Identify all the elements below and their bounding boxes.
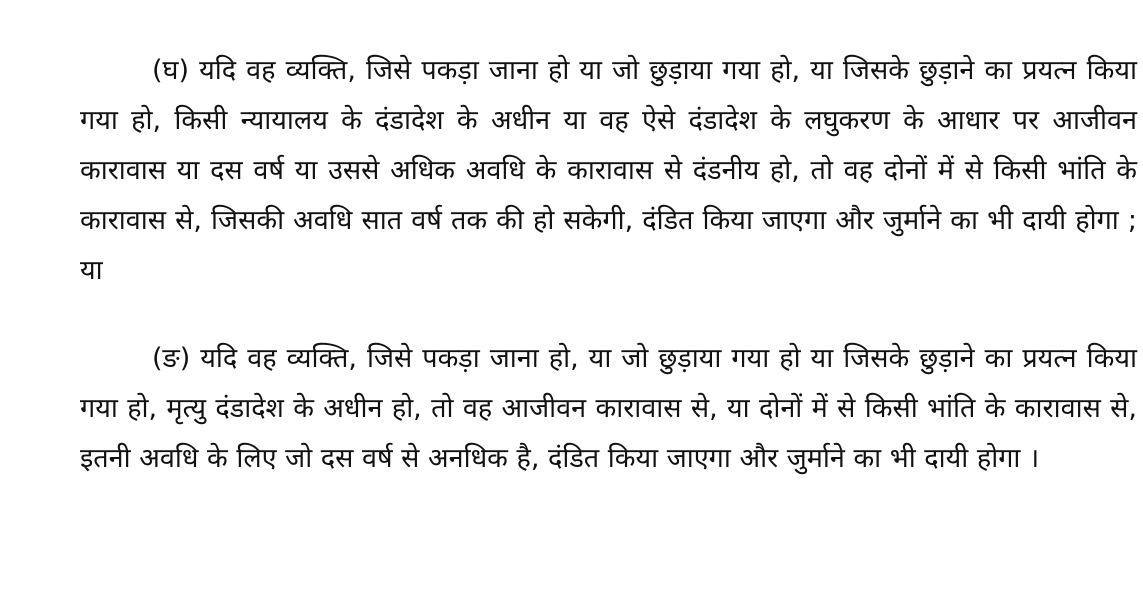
document-page — [80, 46, 1137, 484]
paragraph-clause-gha: (घ) यदि वह व्यक्ति, जिसे पकड़ा जाना हो या जो छुड़ाया गया हो, या जिसके छुड़ाने का प्रयत्न किया गया हो, किसी न्यायालय के दंडादेश के अधीन या वह ऐसे दंडादेश के लघुकरण के आधार पर आजीवन कारावास या दस वर्ष या उससे अधिक अवधि के कारावास से दंडनीय हो, तो वह दोनों में से किसी भांति के कारावास से, जिसकी अवधि सात वर्ष तक की हो सकेगी, दंडित किया जाएगा और जुर्माने का भी दायी होगा ; या — [80, 55, 1137, 286]
paragraph-clause-nga: (ङ) यदि वह व्यक्ति, जिसे पकड़ा जाना हो, या जो छुड़ाया गया हो या जिसके छुड़ाने का प्रयत्न किया गया हो, मृत्यु दंडादेश के अधीन हो, तो वह आजीवन कारावास से, या दोनों में से किसी भांति के कारावास से, इतनी अवधि के लिए जो दस वर्ष से अनधिक है, दंडित किया जाएगा और जुर्माने का भी दायी होगा । — [80, 343, 1137, 474]
